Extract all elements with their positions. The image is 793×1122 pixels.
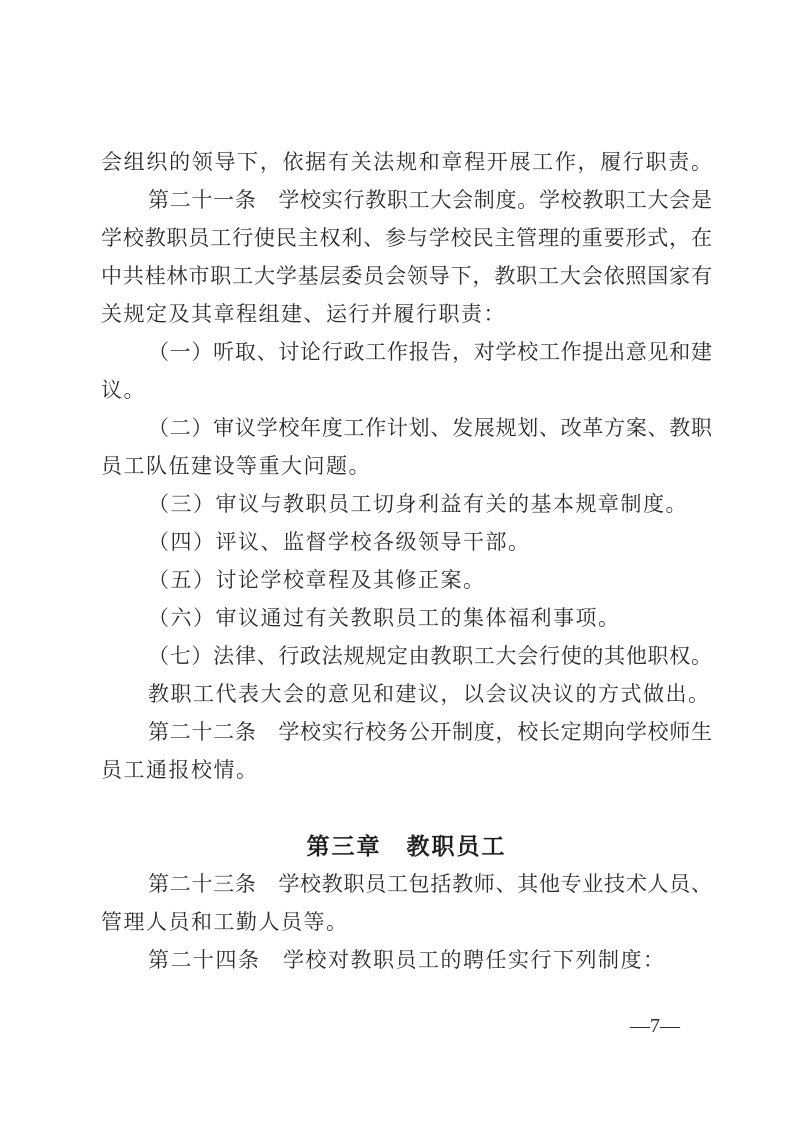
chapter-heading: 第三章 教职员工 [306, 833, 507, 859]
document-line: 中共桂林市职工大学基层委员会领导下，教职工大会依照国家有 [101, 264, 712, 288]
document-line: 议。 [101, 378, 146, 402]
document-line: （五）讨论学校章程及其修正案。 [148, 568, 486, 592]
document-line: （二）审议学校年度工作计划、发展规划、改革方案、教职 [148, 416, 712, 440]
document-line: 员工通报校情。 [101, 758, 259, 782]
document-body [101, 143, 712, 979]
document-line: 第二十一条 学校实行教职工大会制度。学校教职工大会是 [148, 188, 712, 212]
document-line: （一）听取、讨论行政工作报告，对学校工作提出意见和建 [148, 340, 712, 364]
document-line: 第二十三条 学校教职员工包括教师、其他专业技术人员、 [148, 872, 712, 896]
document-line: 第二十四条 学校对教职员工的聘任实行下列制度： [148, 948, 666, 972]
document-line: 教职工代表大会的意见和建议，以会议决议的方式做出。 [148, 682, 711, 706]
document-line: 员工队伍建设等重大问题。 [101, 454, 371, 478]
document-line: 管理人员和工勤人员等。 [101, 910, 349, 934]
document-line: 第二十二条 学校实行校务公开制度，校长定期向学校师生 [148, 720, 712, 744]
document-line: 会组织的领导下，依据有关法规和章程开展工作，履行职责。 [101, 150, 712, 174]
page-number: —7— [630, 1015, 680, 1037]
document-line: （四）评议、监督学校各级领导干部。 [148, 530, 531, 554]
document-line: 学校教职员工行使民主权利、参与学校民主管理的重要形式，在 [101, 226, 712, 250]
document-line: （三）审议与教职员工切身利益有关的基本规章制度。 [148, 492, 688, 516]
document-line: （七）法律、行政法规规定由教职工大会行使的其他职权。 [148, 644, 712, 668]
blank-line [101, 789, 712, 827]
document-line: 关规定及其章程组建、运行并履行职责： [101, 302, 506, 326]
document-line: （六）审议通过有关教职员工的集体福利事项。 [148, 606, 621, 630]
